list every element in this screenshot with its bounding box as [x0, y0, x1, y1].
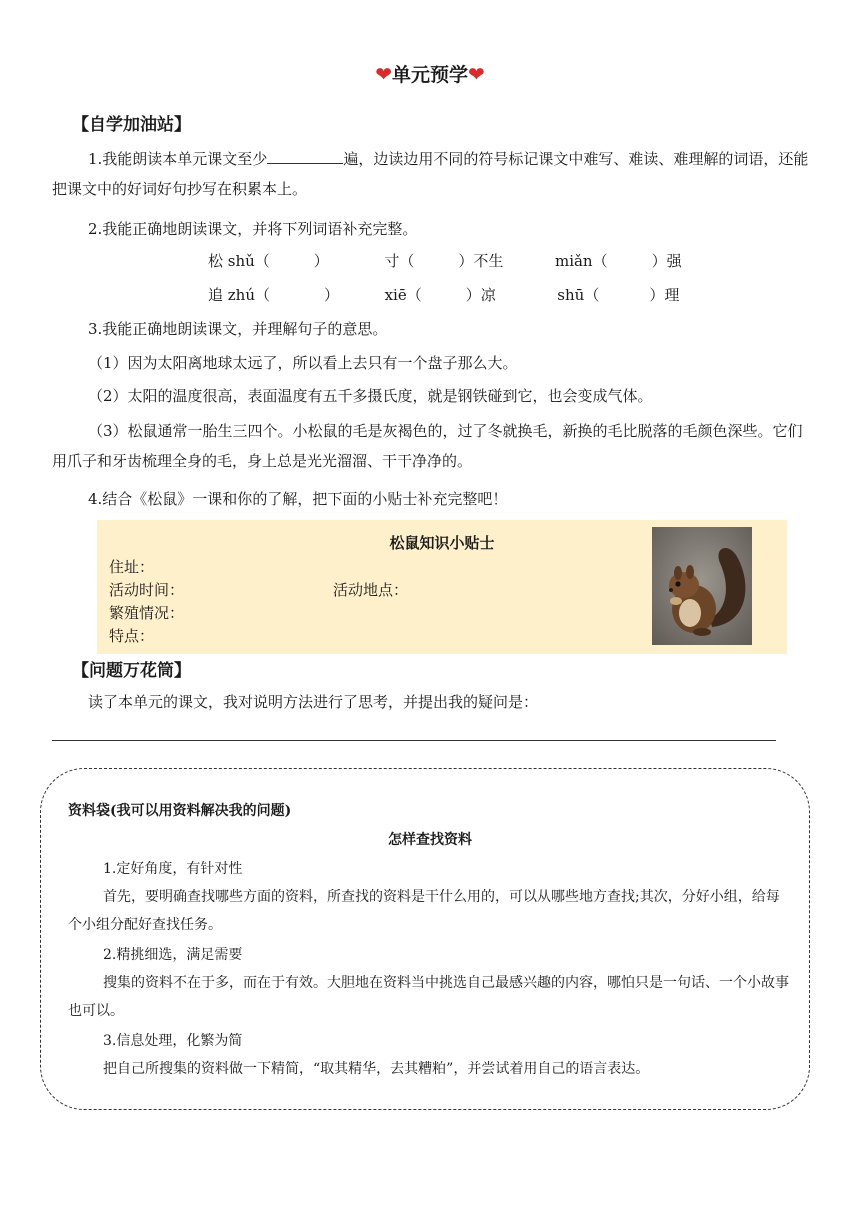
tip-2-text: 搜集的资料不在于多，而在于有效。大胆地在资料当中挑选自己最感兴趣的内容，哪怕只是一句话、一个小故事也可以。 [68, 975, 789, 1019]
word-blank-close: ）凉 [465, 286, 496, 304]
tip-features[interactable]: 特点： [109, 627, 155, 645]
page-title [0, 60, 860, 87]
squirrel-photo [652, 527, 752, 645]
word-blank-label: xiē（ [384, 286, 422, 304]
tip-breeding[interactable]: 繁殖情况： [109, 604, 185, 622]
item-4: 4.结合《松鼠》一课和你的了解，把下面的小贴士补充完整吧！ [88, 490, 508, 508]
words-row-2 [208, 284, 679, 305]
word-blank-close: ） [313, 252, 329, 270]
section-heading-self-study: 【自学加油站】 [72, 115, 191, 135]
section-heading-questions: 【问题万花筒】 [72, 661, 191, 681]
tip-activity-place[interactable]: 活动地点： [333, 581, 409, 599]
heart-icon: ❤ [375, 62, 392, 86]
item-1-text-b: 遍，边读边用不同的符号标记课文中难写、难读、难理解的词语，还能把课文中的好词好句抄写在积累本上。 [52, 150, 809, 198]
tip-1-title: 1.定好角度，有针对性 [103, 861, 243, 877]
word-blank-label: 追 zhú（ [208, 286, 270, 304]
answer-line[interactable] [52, 740, 776, 741]
word-blank-close: ）强 [651, 252, 682, 270]
word-blank-close: ）理 [649, 286, 680, 304]
item-2: 2.我能正确地朗读课文，并将下列词语补充完整。 [88, 220, 418, 238]
resource-bag-subtitle: 怎样查找资料 [388, 832, 472, 848]
tip-1-text: 首先，要明确查找哪些方面的资料，所查找的资料是干什么用的，可以从哪些地方查找;其次，分好小组，给每个小组分配好查找任务。 [68, 889, 780, 933]
item-3: 3.我能正确地朗读课文，并理解句子的意思。 [88, 320, 388, 338]
tip-title: 松鼠知识小贴士 [389, 534, 495, 552]
tip-3-title: 3.信息处理，化繁为简 [103, 1033, 243, 1049]
heart-icon: ❤ [468, 62, 485, 86]
tip-address[interactable]: 住址： [109, 558, 155, 576]
resource-bag-heading: 资料袋(我可以用资料解决我的问题) [68, 803, 292, 819]
sentence-2: （2）太阳的温度很高，表面温度有五千多摄氏度，就是钢铁碰到它，也会变成气体。 [88, 387, 653, 405]
tip-3-text: 把自己所搜集的资料做一下精简，“取其精华，去其糟粕”，并尝试着用自己的语言表达。 [103, 1061, 650, 1077]
sentence-3: （3）松鼠通常一胎生三四个。小松鼠的毛是灰褐色的，过了冬就换毛，新换的毛比脱落的毛颜色深些。它们用爪子和牙齿梳理全身的毛，身上总是光光溜溜、干干净净的。 [52, 422, 803, 470]
fill-blank[interactable] [267, 145, 343, 164]
page-title-text: 单元预学 [391, 64, 468, 86]
word-blank-close: ）不生 [458, 252, 504, 270]
tip-2-title: 2.精挑细选，满足需要 [103, 947, 243, 963]
questions-prompt: 读了本单元的课文，我对说明方法进行了思考，并提出我的疑问是： [88, 693, 539, 711]
words-row-1 [208, 250, 682, 271]
word-blank-label: 松 shǔ（ [208, 252, 270, 270]
word-blank-label: shū（ [557, 286, 600, 304]
tip-activity-time[interactable]: 活动时间： [109, 581, 185, 599]
word-blank-label: 寸（ [384, 252, 415, 270]
word-blank-close: ） [324, 286, 340, 304]
item-1-text-a: 1.我能朗读本单元课文至少 [88, 150, 268, 168]
item-1 [52, 144, 812, 204]
sentence-1: （1）因为太阳离地球太远了，所以看上去只有一个盘子那么大。 [88, 354, 518, 372]
word-blank-label: miǎn（ [554, 252, 608, 270]
